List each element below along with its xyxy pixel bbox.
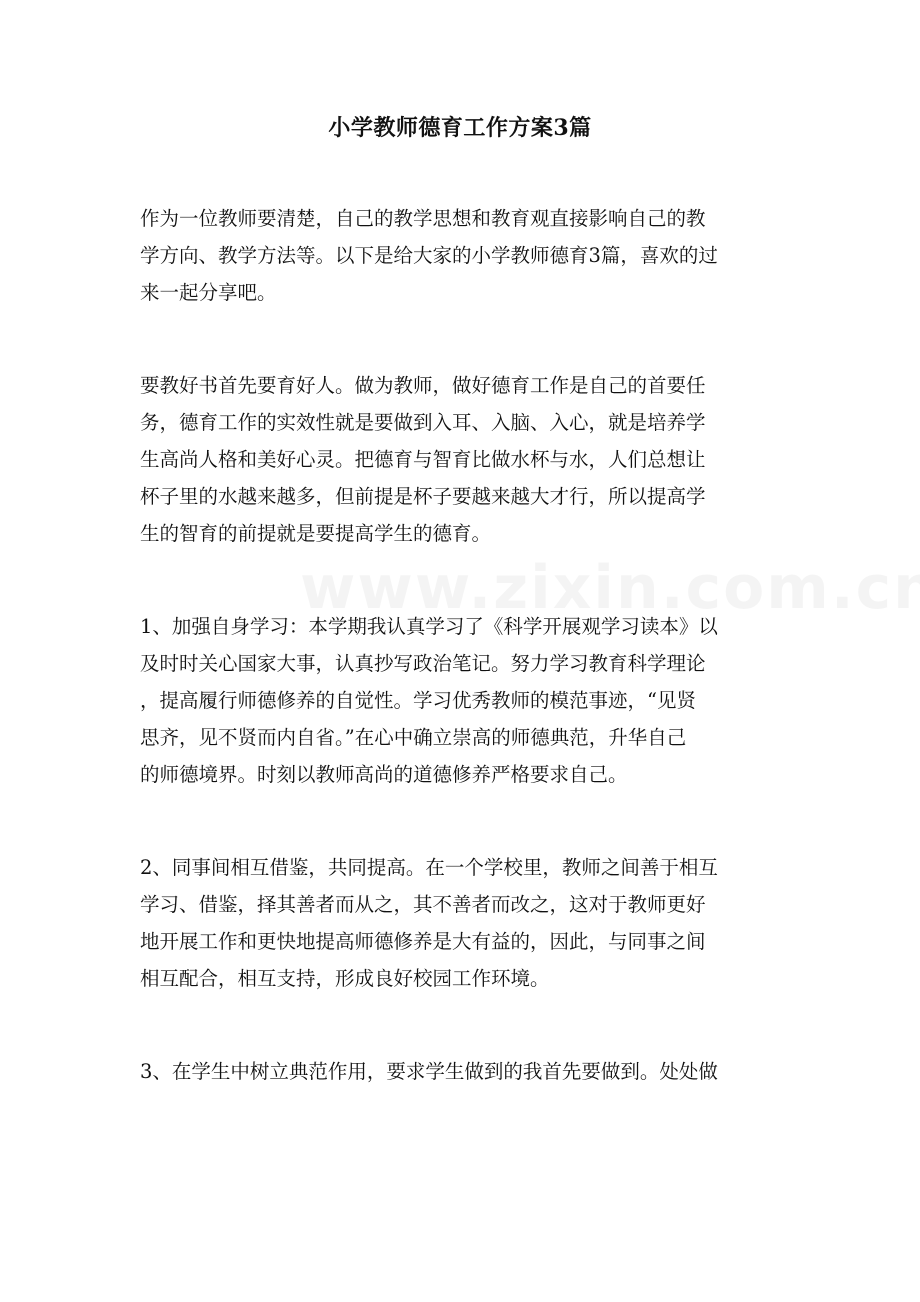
text-line: 来一起分享吧。 [140, 281, 277, 304]
text-line: 学方向、教学方法等。以下是给大家的小学教师德育3篇，喜欢的过 [140, 244, 718, 267]
paragraph-4 [140, 849, 780, 997]
text-line: ，提高履行师德修养的自觉性。学习优秀教师的模范事迹，“见贤 [140, 689, 696, 712]
text-line: 的师德境界。时刻以教师高尚的道德修养严格要求自己。 [140, 763, 628, 786]
text-line: 地开展工作和更快地提高师德修养是大有益的，因此，与同事之间 [140, 930, 706, 953]
document-title: 小学教师德育工作方案3篇 [328, 115, 592, 141]
text-line: 学习、借鉴，择其善者而从之，其不善者而改之，这对于教师更好 [140, 893, 706, 916]
document-body [140, 200, 780, 1146]
paragraph-5 [140, 1053, 780, 1090]
text-line: 杯子里的水越来越多，但前提是杯子要越来越大才行，所以提高学 [140, 485, 706, 508]
text-line: 相互配合，相互支持，形成良好校园工作环境。 [140, 967, 550, 990]
paragraph-intro [140, 200, 780, 311]
paragraph-3 [140, 608, 780, 793]
text-line: 思齐，见不贤而内自省。”在心中确立崇高的师德典范，升华自己 [140, 726, 687, 749]
text-line: 生的智育的前提就是要提高学生的德育。 [140, 522, 492, 545]
text-line: 生高尚人格和美好心灵。把德育与智育比做水杯与水，人们总想让 [140, 448, 706, 471]
text-line: 作为一位教师要清楚，自己的教学思想和教育观直接影响自己的教 [140, 207, 706, 230]
text-line: 要教好书首先要育好人。做为教师，做好德育工作是自己的首要任 [140, 374, 706, 397]
text-line: 1、加强自身学习：本学期我认真学习了《科学开展观学习读本》以 [140, 615, 718, 638]
text-line: 及时时关心国家大事，认真抄写政治笔记。努力学习教育科学理论 [140, 652, 706, 675]
text-line: 2、同事间相互借鉴，共同提高。在一个学校里，教师之间善于相互 [140, 856, 718, 879]
paragraph-2 [140, 367, 780, 552]
text-line: 3、在学生中树立典范作用，要求学生做到的我首先要做到。处处做 [140, 1060, 718, 1083]
text-line: 务，德育工作的实效性就是要做到入耳、入脑、入心，就是培养学 [140, 411, 706, 434]
